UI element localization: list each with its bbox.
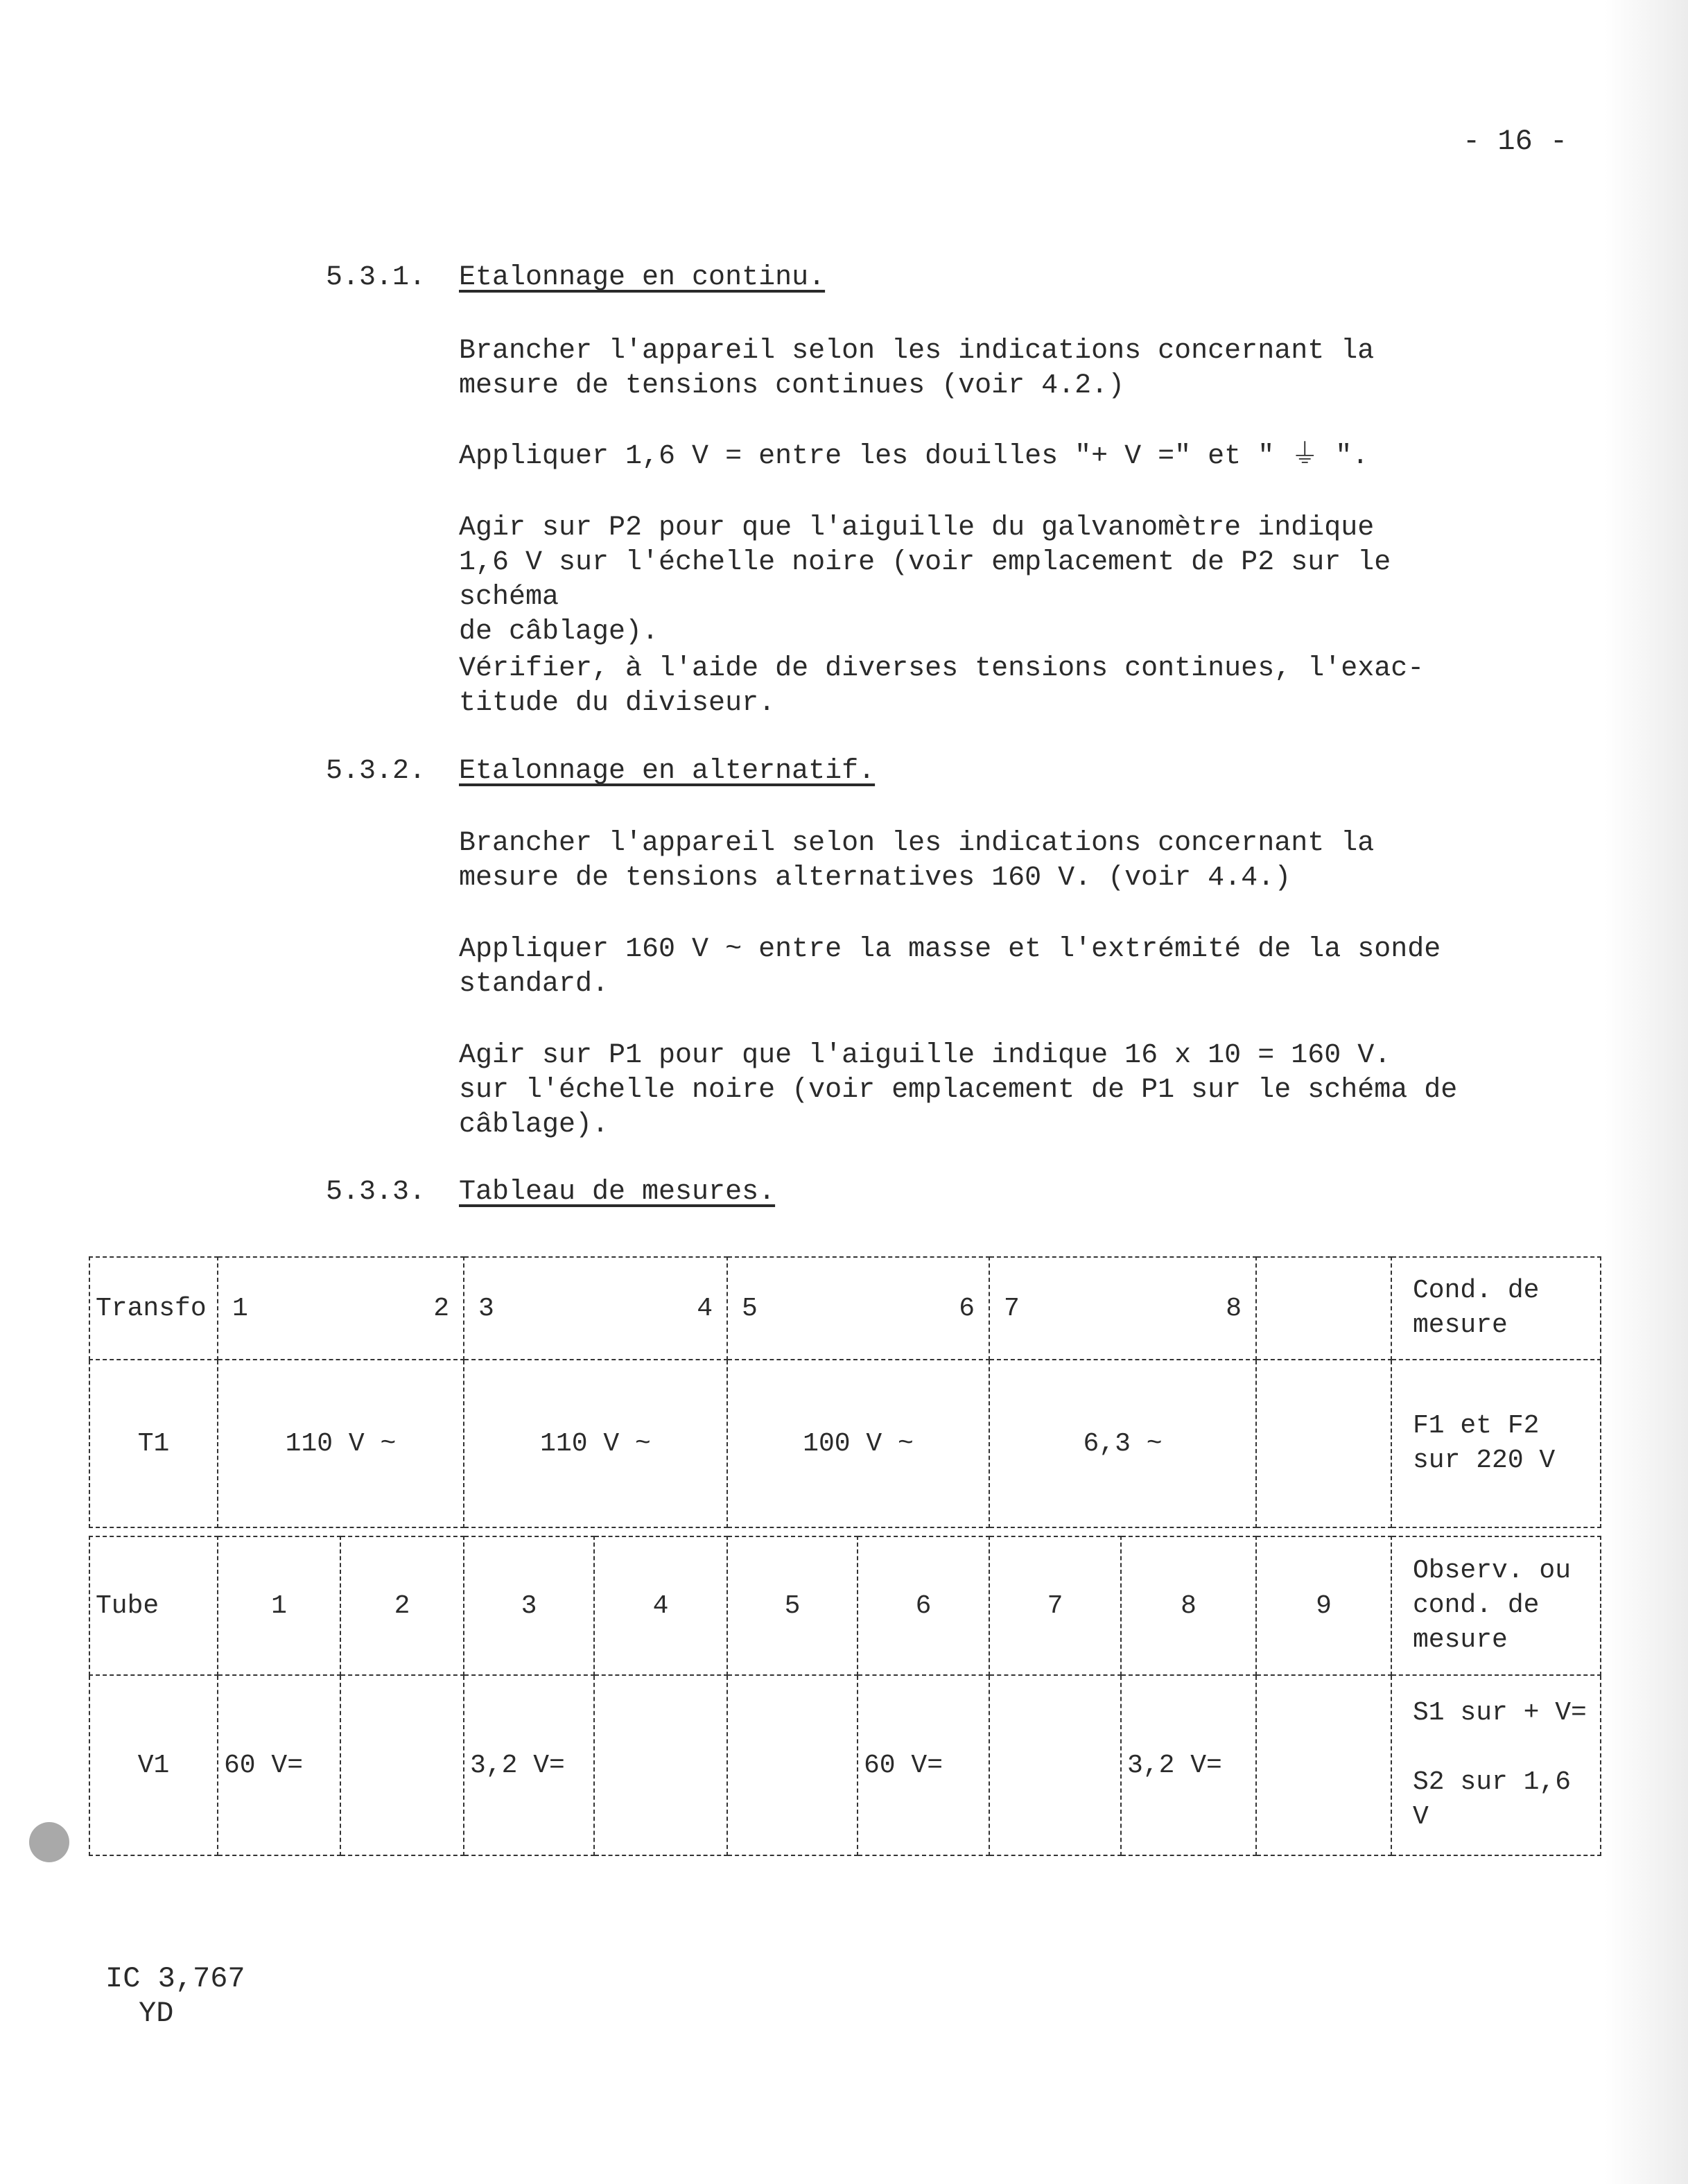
voltage-value xyxy=(1256,1675,1391,1855)
voltage-value: 3,2 V= xyxy=(1121,1675,1256,1855)
paragraph: Vérifier, à l'aide de diverses tensions continues, l'exac- titude du diviseur. xyxy=(459,653,1425,719)
tube-data-row xyxy=(89,1675,1601,1855)
pin-number: 4 xyxy=(594,1536,727,1675)
transfo-table xyxy=(89,1256,1601,1528)
paragraph: Appliquer 1,6 V = entre les douilles "+ V =" et " ⏚ ". xyxy=(459,441,1369,472)
tube-header-row xyxy=(89,1536,1601,1675)
voltage-value: 110 V ~ xyxy=(464,1360,727,1527)
pin-number: 7 xyxy=(989,1536,1121,1675)
tube-table xyxy=(89,1536,1601,1856)
voltage-value xyxy=(989,1675,1121,1855)
pin-number: 3 xyxy=(464,1536,594,1675)
pin-number: 1 xyxy=(218,1536,340,1675)
transfo-label: Transfo xyxy=(89,1257,218,1360)
transfo-data-row xyxy=(89,1360,1601,1527)
paragraph: Brancher l'appareil selon les indications concernant la mesure de tensions alternatives 160 V. (voir 4.4.) xyxy=(459,828,1375,894)
footer-reference: IC 3,767 xyxy=(105,1962,245,1995)
page-number: - 16 - xyxy=(1463,125,1568,158)
pin-number: 6 xyxy=(858,1536,989,1675)
pin-number: 8 xyxy=(1226,1293,1242,1324)
voltage-value: 100 V ~ xyxy=(727,1360,989,1527)
cond-value: F1 et F2 sur 220 V xyxy=(1391,1360,1601,1527)
pin-number: 5 xyxy=(742,1293,758,1324)
section-number-5-3-3: 5.3.3. xyxy=(326,1177,426,1208)
pin-number: 2 xyxy=(340,1536,464,1675)
pin-number: 7 xyxy=(1004,1293,1020,1324)
transfo-header-row xyxy=(89,1257,1601,1360)
paragraph: Brancher l'appareil selon les indications concernant la mesure de tensions continues (voir 4.2.) xyxy=(459,336,1375,401)
observ-value: S1 sur + V= S2 sur 1,6 V xyxy=(1391,1675,1601,1855)
voltage-value xyxy=(340,1675,464,1855)
section-title-5-3-1: Etalonnage en continu. xyxy=(459,262,826,293)
pin-number: 5 xyxy=(727,1536,858,1675)
blank-cell xyxy=(1256,1360,1391,1527)
paragraph: Appliquer 160 V ~ entre la masse et l'extrémité de la sonde standard. xyxy=(459,934,1441,1000)
pin-number: 4 xyxy=(697,1293,713,1324)
footer-initials: YD xyxy=(139,1997,174,2030)
section-number-5-3-2: 5.3.2. xyxy=(326,756,426,787)
pin-number: 1 xyxy=(232,1293,248,1324)
voltage-value: 3,2 V= xyxy=(464,1675,594,1855)
paragraph: Agir sur P2 pour que l'aiguille du galvanomètre indique 1,6 V sur l'échelle noire (voir emplacement de P2 sur le schéma de câblage). xyxy=(459,512,1391,648)
voltage-value: 110 V ~ xyxy=(218,1360,464,1527)
voltage-value: 6,3 ~ xyxy=(989,1360,1256,1527)
section-title-5-3-2: Etalonnage en alternatif. xyxy=(459,756,876,787)
pin-number: 8 xyxy=(1121,1536,1256,1675)
tube-label: Tube xyxy=(89,1536,218,1675)
voltage-value: 60 V= xyxy=(858,1675,989,1855)
paragraph: Agir sur P1 pour que l'aiguille indique 16 x 10 = 160 V. sur l'échelle noire (voir emplacement de P1 sur le schéma de câblage). xyxy=(459,1040,1458,1141)
voltage-value xyxy=(594,1675,727,1855)
cond-header: Cond. de mesure xyxy=(1391,1257,1601,1360)
section-title-5-3-3: Tableau de mesures. xyxy=(459,1177,776,1208)
pin-number: 9 xyxy=(1256,1536,1391,1675)
pin-number: 2 xyxy=(433,1293,449,1324)
voltage-value xyxy=(727,1675,858,1855)
blank-cell xyxy=(1256,1257,1391,1360)
page-shadow xyxy=(1605,0,1688,2184)
pin-number: 3 xyxy=(478,1293,494,1324)
pin-number: 6 xyxy=(959,1293,975,1324)
punch-hole xyxy=(29,1822,69,1862)
voltage-value: 60 V= xyxy=(218,1675,340,1855)
tube-id: V1 xyxy=(89,1675,218,1855)
observ-header: Observ. ou cond. de mesure xyxy=(1391,1536,1601,1675)
section-number-5-3-1: 5.3.1. xyxy=(326,262,426,293)
transfo-id: T1 xyxy=(89,1360,218,1527)
